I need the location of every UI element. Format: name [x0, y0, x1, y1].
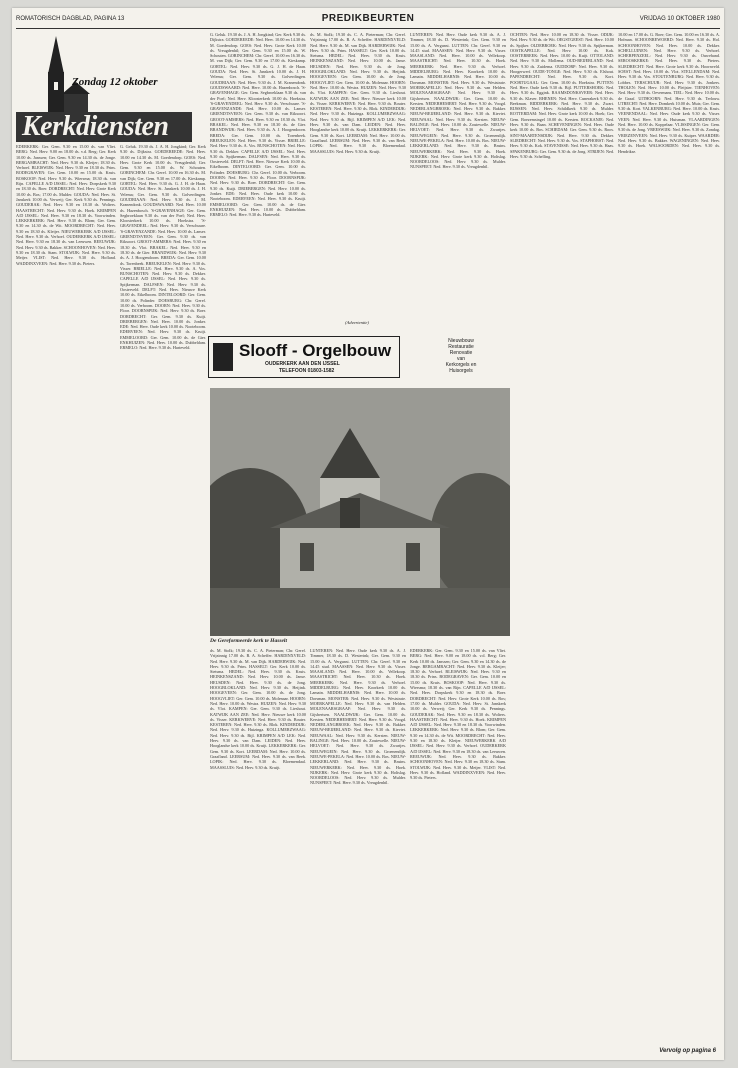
page-header	[16, 12, 720, 29]
orgelbouw-advertisement	[208, 326, 506, 386]
ad-company-name: Slooff - Orgelbouw	[239, 341, 392, 360]
newspaper-page	[12, 8, 724, 1060]
column-1	[16, 144, 116, 1048]
column-text: G. Geluk. 19.30 ds. J. A. H. Jongkind; Ger. Kerk 9.30 ds. Dijkstra. GOEDEREEDE: Ned. Herv. 10.00 en 14.30 ds. M. Goedendorp. GOES: Ned. Herv. Grote Kerk 10.00 ds. Vreugdenhil; Ger. Gem. 9.30 en 15.00 ds. W. Schouten. GORINCHEM: Chr. Geref. 10.00 en 16.30 ds. M. van Dijk; Ger. Gem. 9.30 en 17.00 ds. Kieskamp. GORTEL: Ned. Herv. 9.30 ds. G. J. H. de Haan. GOUDA: Ned. Herv. St. Janskerk 10.00 ds. J. H. Velema; Ger. Gem. 9.30 ds. Golverdingen. GOUDRIAAN: Ned. Herv. 9.30 ds. J. M. Kranendonk. GOUDSWAARD: Ned. Herv. 10.00 ds. Hazenbosch. 'S-GRAVENHAGE: Ger. Gem. Segbroeklaan 9.30 ds. van der Poel; Ned. Herv. Kloosterkerk 10.00 ds. Hoekstra. 'S-GRAVENDEEL: Ned. Herv. 9.30 ds. Verschuure. 'S-GRAVENZANDE: Ned. Herv. 10.00 ds. Lanser. GRIENDTSVEEN: Ger. Gem. 9.30 ds. van Rikxoort. GROOT-AMMERS: Ned. Herv. 9.30 en 18.30 ds. Vlot. BRAKEL: Ned. Herv. 9.30 en 18.30 ds. de Gier. BRANDWIJK: Ned. Herv. 9.30 ds. A. J. Hoogendoorn. BREDA: Ger. Gem. 10.00 ds. Torenbeek. BREUKELEN: Ned. Herv. 9.30 ds. Visser. BRIELLE: Ned. Herv. 9.30 ds. A. Vos. BUNSCHOTEN: Ned. Herv. 9.30 ds. Dekker. CAPELLE A/D IJSSEL: Ned. Herv. 9.30 ds. Spijkerman. DALFSEN: Ned. Herv. 9.30 ds. Oosterveld. DELFT: Ned. Herv. Nieuwe Kerk 10.00 ds. Eikelboom. DINTELOORD: Ger. Gem. 10.00 ds. Polinder. DOESBURG: Chr. Geref. 10.00 ds. Verboom. DOORN: Ned. Herv. 9.30 ds. Floor. DOORNSPIJK: Ned. Herv. 9.30 ds. Boer. DORDRECHT: Ger. Gem. 9.30 ds. Kuijt. DRIEBERGEN: Ned. Herv. 10.00 ds. Jonker. EDE: Ned. Herv. Oude kerk 10.00 ds. Nooteboom. EDERVEEN: Ned. Herv. 9.30 ds. Kruijt. EMMELOORD: Ger. Gem. 10.00 ds. de Gier. ENKHUIZEN: Ned. Herv. 10.00 ds. Dubbeldam. ERMELO: Ned. Herv. 9.30 ds. Harteveld.	[210, 32, 306, 218]
column-text: LUNTEREN: Ned. Herv. Oude kerk 9.30 ds. A. J. Timmer, 18.30 ds. D. Westerink; Ger. Gem. 9.30 en 15.00 ds. A. Vergunst. LUTTEN: Chr. Geref. 9.30 en 14.45 stud. MAASSEN: Ned. Herv. 9.30 ds. Visser. MAASLAND: Ned. Herv. 10.00 ds. Vellekoop. MAASTRICHT: Ned. Herv. 10.30 ds. Hoek. MEERKERK: Ned. Herv. 9.30 ds. Verhoef. MIDDELBURG: Ned. Herv. Koorkerk 10.00 ds. Lamain. MIDDELHARNIS: Ned. Herv. 10.00 ds. Dorsman. MONSTER: Ned. Herv. 9.30 ds. Weststrate. MOERKAPELLE: Ned. Herv. 9.30 ds. van Helden. MOLENAARSGRAAF: Ned. Herv. 9.30 ds. Gijsbertsen. NAALDWIJK: Ger. Gem. 10.00 ds. Kersten. NEDERHEMERT: Ned. Herv. 9.30 ds. Voogd. NEDERLANGBROEK: Ned. Herv. 9.30 ds. Bakker. NIEUW-BEIJERLAND: Ned. Herv. 9.30 ds. Kieviet. NIEUWAAL: Ned. Herv. 9.30 ds. Kersten. NIEUW-BALINGE: Ned. Herv. 10.00 ds. Zoutewelle. NIEUW-HELVOET: Ned. Herv. 9.30 ds. Zwartjes. NIEUWEGEIN: Ned. Herv. 9.30 ds. Groenendijk. NIEUWE-PEKELA: Ned. Herv. 10.00 ds. Bos. NIEUW-LEKKERLAND: Ned. Herv. 9.30 ds. Bruins. NIEUWERKERK: Ned. Herv. 9.30 ds. Hoek. NIJKERK: Ned. Herv. Grote kerk 9.30 ds. Holtslag. NOORDELOOS: Ned. Herv. 9.30 ds. Mulder. NUNSPEET: Ned. Herv. 9.30 ds. Vreugdenhil.	[410, 32, 506, 170]
column-text: 10.00 en 17.00 ds. G. Boer; Ger. Gem. 10.00 en 16.30 ds. A. Hofman. SCHOONREWOERD: Ned. Herv. 9.30 ds. Hol. SCHOONHOVEN: Ned. Herv. 10.00 ds. Dekker. SCHELLUINEN: Ned. Herv. 9.30 ds. Verhoef. SCHERPENZEEL: Ned. Herv. 9.30 ds. Ouwehand. SEROOSKERKE: Ned. Herv. 9.30 ds. Pieters. SLIEDRECHT: Ned. Herv. Grote kerk 9.30 ds. Hoornveld. SOEST: Ned. Herv. 10.00 ds. Vlot. STELLENDAM: Ned. Herv. 9.30 ds. Vos. STOUTENBURG: Ned. Herv. 9.30 ds. Lobbes. TERSCHUUR: Ned. Herv. 9.30 ds. Jonkers. THOLEN: Ned. Herv. 10.00 ds. Pleijsier. TIENHOVEN: Ned. Herv. 9.30 ds. Oevermans. TIEL: Ned. Herv. 10.00 ds. de Graaf. UITHOORN: Ned. Herv. 9.30 ds. Terlouw. UTRECHT: Ned. Herv. Domkerk 10.00 ds. Muis; Ger. Gem. 9.30 ds. Kort. VALKENBURG: Ned. Herv. 10.00 ds. Kruis. VEENENDAAL: Ned. Herv. Oude kerk 9.30 ds. Visser. VEEN: Ned. Herv. 9.30 ds. Huisman. VLAARDINGEN: Ned. Herv. 10.00 ds. Koppelaar. VLISSINGEN: Ger. Gem. 9.30 ds. de Jong. VREESWIJK: Ned. Herv. 9.30 ds. Zondag. VRIEZENVEEN: Ned. Herv. 9.30 ds. Kuiper. WAARDER: Ned. Herv. 9.30 ds. Bakker. WAGENINGEN: Ned. Herv. 9.30 ds. Hoek. WALSOORDEN: Ned. Herv. 9.30 ds. Hendrikse.	[618, 32, 720, 154]
header-date: VRIJDAG 10 OKTOBER 1980	[639, 16, 720, 22]
column-7	[618, 32, 720, 1048]
photo-caption: De Gereformeerde kerk te Hasselt	[210, 638, 287, 644]
column-4b	[310, 648, 406, 1048]
church-photo-image	[210, 388, 510, 636]
column-6	[510, 32, 614, 1048]
column-text: ds. M. Stolk; 19.30 ds. C. A. Pieterman; Chr. Geref. Vrijzinnig 17.00 ds. B. A. Scheffer. HARDINXVELD: Ned. Herv. 9.30 ds. M. van Dijk. HARDERWIJK: Ned. Herv. 9.30 ds. Prins. HASSELT: Ger. Kerk 10.00 ds. Sietsma. HEDEL: Ned. Herv. 9.30 ds. Kruis. HEINKENSZAND: Ned. Herv. 10.00 ds. Janse. HEUSDEN: Ned. Herv. 9.30 ds. de Jong. HOOGBLOKLAND: Ned. Herv. 9.30 ds. Heijink. HOOGEVEEN: Ger. Gem. 10.00 ds. de Jong. HOOGVLIET: Ger. Gem. 10.00 ds. Molenaar. HOORN: Ned. Herv. 10.00 ds. Westra. HUIZEN: Ned. Herv. 9.30 ds. Vlot. KAMPEN: Ger. Gem. 9.30 ds. Lieshout. KATWIJK AAN ZEE: Ned. Herv. Nieuwe kerk 10.00 ds. Visser. KERKWERVE: Ned. Herv. 9.30 ds. Bouter. KESTEREN: Ned. Herv. 9.30 ds. Blok. KINDERDIJK: Ned. Herv. 9.30 ds. Huizinga. KOLLUMERZWAAG: Ned. Herv. 9.30 ds. Bijl. KRIMPEN A/D LEK: Ned. Herv. 9.30 ds. van Dam. LEIDEN: Ned. Herv. Hooglandse kerk 10.00 ds. Kruijt. LEKKERKERK: Ger. Gem. 9.30 ds. Kort. LEERDAM: Ned. Herv. 10.00 ds. Graafland. LEERSUM: Ned. Herv. 9.30 ds. van Beek. LOPIK: Ned. Herv. 9.30 ds. Bloemendaal. MAASSLUIS: Ned. Herv. 9.30 ds. Kruijt.	[210, 648, 306, 770]
column-text: G. Geluk. 19.30 ds. J. A. H. Jongkind; Ger. Kerk 9.30 ds. Dijkstra. GOEDEREEDE: Ned. Herv. 10.00 en 14.30 ds. M. Goedendorp. GOES: Ned. Herv. Grote Kerk 10.00 ds. Vreugdenhil; Ger. Gem. 9.30 en 15.00 ds. W. Schouten. GORINCHEM: Chr. Geref. 10.00 en 16.30 ds. M. van Dijk; Ger. Gem. 9.30 en 17.00 ds. Kieskamp. GORTEL: Ned. Herv. 9.30 ds. G. J. H. de Haan. GOUDA: Ned. Herv. St. Janskerk 10.00 ds. J. H. Velema; Ger. Gem. 9.30 ds. Golverdingen. GOUDRIAAN: Ned. Herv. 9.30 ds. J. M. Kranendonk. GOUDSWAARD: Ned. Herv. 10.00 ds. Hazenbosch. 'S-GRAVENHAGE: Ger. Gem. Segbroeklaan 9.30 ds. van der Poel; Ned. Herv. Kloosterkerk 10.00 ds. Hoekstra. 'S-GRAVENDEEL: Ned. Herv. 9.30 ds. Verschuure. 'S-GRAVENZANDE: Ned. Herv. 10.00 ds. Lanser. GRIENDTSVEEN: Ger. Gem. 9.30 ds. van Rikxoort. GROOT-AMMERS: Ned. Herv. 9.30 en 18.30 ds. Vlot. BRAKEL: Ned. Herv. 9.30 en 18.30 ds. de Gier. BRANDWIJK: Ned. Herv. 9.30 ds. A. J. Hoogendoorn. BREDA: Ger. Gem. 10.00 ds. Torenbeek. BREUKELEN: Ned. Herv. 9.30 ds. Visser. BRIELLE: Ned. Herv. 9.30 ds. A. Vos. BUNSCHOTEN: Ned. Herv. 9.30 ds. Dekker. CAPELLE A/D IJSSEL: Ned. Herv. 9.30 ds. Spijkerman. DALFSEN: Ned. Herv. 9.30 ds. Oosterveld. DELFT: Ned. Herv. Nieuwe Kerk 10.00 ds. Eikelboom. DINTELOORD: Ger. Gem. 10.00 ds. Polinder. DOESBURG: Chr. Geref. 10.00 ds. Verboom. DOORN: Ned. Herv. 9.30 ds. Floor. DOORNSPIJK: Ned. Herv. 9.30 ds. Boer. DORDRECHT: Ger. Gem. 9.30 ds. Kuijt. DRIEBERGEN: Ned. Herv. 10.00 ds. Jonker. EDE: Ned. Herv. Oude kerk 10.00 ds. Nooteboom. EDERVEEN: Ned. Herv. 9.30 ds. Kruijt. EMMELOORD: Ger. Gem. 10.00 ds. de Gier. ENKHUIZEN: Ned. Herv. 10.00 ds. Dubbeldam. ERMELO: Ned. Herv. 9.30 ds. Harteveld.	[120, 144, 206, 351]
church-photo	[210, 388, 510, 636]
column-text: ds. M. Stolk; 19.30 ds. C. A. Pieterman; Chr. Geref. Vrijzinnig 17.00 ds. B. A. Scheffer. HARDINXVELD: Ned. Herv. 9.30 ds. M. van Dijk. HARDERWIJK: Ned. Herv. 9.30 ds. Prins. HASSELT: Ger. Kerk 10.00 ds. Sietsma. HEDEL: Ned. Herv. 9.30 ds. Kruis. HEINKENSZAND: Ned. Herv. 10.00 ds. Janse. HEUSDEN: Ned. Herv. 9.30 ds. de Jong. HOOGBLOKLAND: Ned. Herv. 9.30 ds. Heijink. HOOGEVEEN: Ger. Gem. 10.00 ds. de Jong. HOOGVLIET: Ger. Gem. 10.00 ds. Molenaar. HOORN: Ned. Herv. 10.00 ds. Westra. HUIZEN: Ned. Herv. 9.30 ds. Vlot. KAMPEN: Ger. Gem. 9.30 ds. Lieshout. KATWIJK AAN ZEE: Ned. Herv. Nieuwe kerk 10.00 ds. Visser. KERKWERVE: Ned. Herv. 9.30 ds. Bouter. KESTEREN: Ned. Herv. 9.30 ds. Blok. KINDERDIJK: Ned. Herv. 9.30 ds. Huizinga. KOLLUMERZWAAG: Ned. Herv. 9.30 ds. Bijl. KRIMPEN A/D LEK: Ned. Herv. 9.30 ds. van Dam. LEIDEN: Ned. Herv. Hooglandse kerk 10.00 ds. Kruijt. LEKKERKERK: Ger. Gem. 9.30 ds. Kort. LEERDAM: Ned. Herv. 10.00 ds. Graafland. LEERSUM: Ned. Herv. 9.30 ds. van Beek. LOPIK: Ned. Herv. 9.30 ds. Bloemendaal. MAASSLUIS: Ned. Herv. 9.30 ds. Kruijt.	[310, 32, 406, 154]
column-5	[410, 32, 506, 318]
column-3	[210, 32, 306, 318]
ad-address: OUDERKERK AAN DEN IJSSEL	[265, 361, 340, 367]
zondag-heading: Zondag 12 oktober	[72, 76, 158, 88]
column-4	[310, 32, 406, 318]
column-2	[120, 144, 206, 1048]
kerkdiensten-title: Kerkdiensten	[16, 112, 192, 142]
header-left: ROMATORISCH DAGBLAD, PAGINA 13	[16, 16, 125, 22]
continued-note: Vervolg op pagina 6	[659, 1048, 716, 1054]
ad-phone: TELEFOON 01803-1582	[279, 368, 335, 374]
column-text: EDERKERK: Ger. Gem. 9.30 en 15.00 ds. van Vliet. BERG: Ned. Herv. 9.00 en 18.00 ds. v.d. Berg; Ger. Kerk 10.00 ds. Janssen; Ger. Gem. 9.30 en 14.30 ds. de Jonge. BERGAMBACHT: Ned. Herv. 9.30 ds. Kleijer; 18.30 ds. Verhoef. BLEISWIJK: Ned. Herv. 9.30 en 18.30 ds. Prins. BODEGRAVEN: Ger. Gem. 10.00 en 15.00 ds. Kruis. BOSKOOP: Ned. Herv. 9.30 ds. Wiersma; 18.30 ds. van Rijn. CAPELLE A/D IJSSEL: Ned. Herv. Dorpskerk 9.30 en 18.30 ds. Boer. DORDRECHT: Ned. Herv. Grote Kerk 10.00 ds. Bos; 17.00 ds. Mulder. GOUDA: Ned. Herv. St. Janskerk 10.00 ds. Verweij; Ger. Kerk 9.30 ds. Pennings. GOUDERAK: Ned. Herv. 9.30 en 18.30 ds. Wolters. HAASTRECHT: Ned. Herv. 9.30 ds. Hoek. KRIMPEN A/D IJSSEL: Ned. Herv. 9.30 en 18.30 ds. Voorwinden. LEKKERKERK: Ned. Herv. 9.30 ds. Blom; Ger. Gem. 9.30 en 14.30 ds. de Wit. MOORDRECHT: Ned. Herv. 9.30 en 18.30 ds. Kleijer. NIEUWERKERK A/D IJSSEL: Ned. Herv. 9.30 ds. Verhoef. OUDERKERK A/D IJSSEL: Ned. Herv. 9.30 en 18.30 ds. van Leeuwen. REEUWIJK: Ned. Herv. 9.30 ds. Bakker. SCHOONHOVEN: Ned. Herv. 9.30 en 18.30 ds. Stam. STOLWIJK: Ned. Herv. 9.30 ds. Meijer. VLIST: Ned. Herv. 9.30 ds. Hofland. WADDINXVEEN: Ned. Herv. 9.30 ds. Pieters.	[16, 144, 116, 266]
organ-icon	[213, 343, 233, 371]
advertentie-label: (Advertentie)	[322, 320, 392, 325]
column-3b	[210, 648, 306, 1048]
section-title: PREDIKBEURTEN	[321, 13, 415, 24]
kerkdiensten-logo	[16, 34, 169, 142]
column-5b	[410, 648, 506, 1048]
column-text: LUNTEREN: Ned. Herv. Oude kerk 9.30 ds. A. J. Timmer, 18.30 ds. D. Westerink; Ger. Gem. 9.30 en 15.00 ds. A. Vergunst. LUTTEN: Chr. Geref. 9.30 en 14.45 stud. MAASSEN: Ned. Herv. 9.30 ds. Visser. MAASLAND: Ned. Herv. 10.00 ds. Vellekoop. MAASTRICHT: Ned. Herv. 10.30 ds. Hoek. MEERKERK: Ned. Herv. 9.30 ds. Verhoef. MIDDELBURG: Ned. Herv. Koorkerk 10.00 ds. Lamain. MIDDELHARNIS: Ned. Herv. 10.00 ds. Dorsman. MONSTER: Ned. Herv. 9.30 ds. Weststrate. MOERKAPELLE: Ned. Herv. 9.30 ds. van Helden. MOLENAARSGRAAF: Ned. Herv. 9.30 ds. Gijsbertsen. NAALDWIJK: Ger. Gem. 10.00 ds. Kersten. NEDERHEMERT: Ned. Herv. 9.30 ds. Voogd. NEDERLANGBROEK: Ned. Herv. 9.30 ds. Bakker. NIEUW-BEIJERLAND: Ned. Herv. 9.30 ds. Kieviet. NIEUWAAL: Ned. Herv. 9.30 ds. Kersten. NIEUW-BALINGE: Ned. Herv. 10.00 ds. Zoutewelle. NIEUW-HELVOET: Ned. Herv. 9.30 ds. Zwartjes. NIEUWEGEIN: Ned. Herv. 9.30 ds. Groenendijk. NIEUWE-PEKELA: Ned. Herv. 10.00 ds. Bos. NIEUW-LEKKERLAND: Ned. Herv. 9.30 ds. Bruins. NIEUWERKERK: Ned. Herv. 9.30 ds. Hoek. NIJKERK: Ned. Herv. Grote kerk 9.30 ds. Holtslag. NOORDELOOS: Ned. Herv. 9.30 ds. Mulder. NUNSPEET: Ned. Herv. 9.30 ds. Vreugdenhil.	[310, 648, 406, 786]
column-text: EDERKERK: Ger. Gem. 9.30 en 15.00 ds. van Vliet. BERG: Ned. Herv. 9.00 en 18.00 ds. v.d. Berg; Ger. Kerk 10.00 ds. Janssen; Ger. Gem. 9.30 en 14.30 ds. de Jonge. BERGAMBACHT: Ned. Herv. 9.30 ds. Kleijer; 18.30 ds. Verhoef. BLEISWIJK: Ned. Herv. 9.30 en 18.30 ds. Prins. BODEGRAVEN: Ger. Gem. 10.00 en 15.00 ds. Kruis. BOSKOOP: Ned. Herv. 9.30 ds. Wiersma; 18.30 ds. van Rijn. CAPELLE A/D IJSSEL: Ned. Herv. Dorpskerk 9.30 en 18.30 ds. Boer. DORDRECHT: Ned. Herv. Grote Kerk 10.00 ds. Bos; 17.00 ds. Mulder. GOUDA: Ned. Herv. St. Janskerk 10.00 ds. Verweij; Ger. Kerk 9.30 ds. Pennings. GOUDERAK: Ned. Herv. 9.30 en 18.30 ds. Wolters. HAASTRECHT: Ned. Herv. 9.30 ds. Hoek. KRIMPEN A/D IJSSEL: Ned. Herv. 9.30 en 18.30 ds. Voorwinden. LEKKERKERK: Ned. Herv. 9.30 ds. Blom; Ger. Gem. 9.30 en 14.30 ds. de Wit. MOORDRECHT: Ned. Herv. 9.30 en 18.30 ds. Kleijer. NIEUWERKERK A/D IJSSEL: Ned. Herv. 9.30 ds. Verhoef. OUDERKERK A/D IJSSEL: Ned. Herv. 9.30 en 18.30 ds. van Leeuwen. REEUWIJK: Ned. Herv. 9.30 ds. Bakker. SCHOONHOVEN: Ned. Herv. 9.30 en 18.30 ds. Stam. STOLWIJK: Ned. Herv. 9.30 ds. Meijer. VLIST: Ned. Herv. 9.30 ds. Hofland. WADDINXVEEN: Ned. Herv. 9.30 ds. Pieters.	[410, 648, 506, 781]
church-icon	[34, 34, 94, 114]
ad-box	[208, 336, 400, 378]
column-text: OCHTEN: Ned. Herv. 10.00 en 18.30 ds. Visser. ODIJK: Ned. Herv. 9.30 ds. de Wit. OEGSTGEEST: Ned. Herv. 10.00 ds. Spijker. OLDEBROEK: Ned. Herv. 9.30 ds. Spijkerman. OOSTKAPELLE: Ned. Herv. 10.00 ds. Kok. OOSTERBEEK: Ned. Herv. 10.00 ds. Kuijt. OTTOLAND: Ned. Herv. 9.30 ds. Mollema. OUD-BEIJERLAND: Ned. Herv. 9.30 ds. Zuidema. OUDDORP: Ned. Herv. 9.30 ds. Hoogerwerf. OUDE-TONGE: Ned. Herv. 9.30 ds. Elshout. PAPENDRECHT: Ned. Herv. 9.30 ds. Kort. POORTUGAAL: Ger. Gem. 10.00 ds. Hoekstra. PUTTEN: Ned. Herv. Oude kerk 9.30 ds. Bijl. PUTTERSHOEK: Ned. Herv. 9.30 ds. Eggink. RAAMSDONKSVEER: Ned. Herv. 9.30 ds. Klaver. RHENEN: Ned. Herv. Cunerakerk 9.30 ds. Beekman. RIDDERKERK: Ned. Herv. 9.30 ds. Zwart. RIJSSEN: Ned. Herv. Schildkerk 9.30 ds. Mulder. ROTTERDAM: Ned. Herv. Grote kerk 10.00 ds. Hoek; Ger. Gem. Boezemsingel 10.00 ds. Kersten. ROCKANJE: Ned. Herv. 9.30 ds. Baan. SCHEVENINGEN: Ned. Herv. Oude kerk 10.00 ds. Bos. SCHIEDAM: Ger. Gem. 9.30 ds. Roos. SINT-MAARTENSDIJK: Ned. Herv. 9.30 ds. Dekker. SLIEDRECHT: Ned. Herv. 9.30 ds. Vos. STAPHORST: Ned. Herv. 9.30 ds. Kok. STAVENISSE: Ned. Herv. 9.30 ds. Haas. SPAKENBURG: Ger. Gem. 9.30 ds. de Jong. STRIJEN: Ned. Herv. 9.30 ds. Schelling.	[510, 32, 614, 159]
ad-services: Nieuwbouw Restauratie Renovatie van Kerkorgels en Huisorgels	[445, 338, 477, 374]
